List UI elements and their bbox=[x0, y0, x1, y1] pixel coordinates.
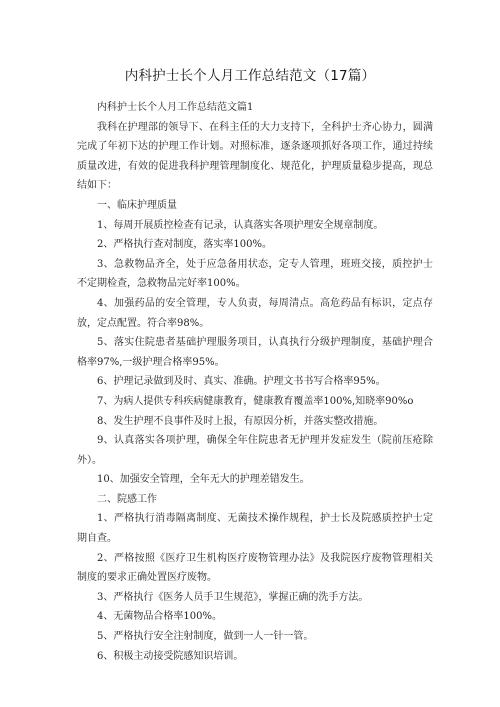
list-item: 3、严格执行《医务人员手卫生规范》，掌握正确的洗手方法。 bbox=[97, 591, 369, 603]
list-item: 6、积极主动接受院感知识培训。 bbox=[97, 650, 244, 662]
list-item: 5、严格执行安全注射制度，做到一人一针一管。 bbox=[97, 631, 314, 643]
section-subheading: 二、院感工作 bbox=[97, 493, 157, 505]
document-title: 内科护士长个人月工作总结范文（17篇） bbox=[124, 68, 376, 84]
list-item: 1、每周开展质控检查有记录，认真落实各项护理安全规章制度。 bbox=[97, 219, 384, 231]
list-item: 6、护理记录做到及时、真实、准确。护理文书书写合格率95%。 bbox=[97, 376, 386, 388]
section-subheading: 一、临床护理质量 bbox=[97, 199, 177, 211]
list-item: 4、加强药品的安全管理，专人负责，每周清点。高危药品有标识，定点存放，定点配置。符合率98%。 bbox=[77, 297, 433, 329]
list-item: 7、为病人提供专科疾病健康教育，健康教育覆盖率100%,知晓率90%o bbox=[97, 395, 414, 407]
list-item: 10、加强安全管理，全年无大的护理差错发生。 bbox=[97, 474, 310, 486]
intro-paragraph: 我科在护理部的领导下、在科主任的大力支持下，全科护士齐心协力，圆满完成了年初下达的护理工作计划。对照标准，逐条逐项抓好各项工作，通过持续质量改进，有效的促进我科护理管理制度化、规范化，护理质量稳步提高，现总结如下： bbox=[77, 121, 433, 192]
list-item: 5、落实住院患者基础护理服务项目，认真执行分级护理制度，基础护理合格率97%,一级护理合格率95%。 bbox=[77, 337, 433, 368]
list-item: 9、认真落实各项护理，确保全年住院患者无护理并发症发生（院前压疮除外）。 bbox=[77, 435, 433, 466]
document-body bbox=[77, 98, 433, 666]
list-item: 8、发生护理不良事件及时上报，有原因分析，并落实整改措施。 bbox=[97, 415, 384, 427]
section-heading: 内科护士长个人月工作总结范文篇1 bbox=[97, 102, 254, 113]
list-item: 1、严格执行消毒隔离制度、无菌技术操作规程，护士长及院感质控护士定期自查。 bbox=[77, 513, 433, 545]
list-item: 3、急救物品齐全，处于应急备用状态，定专人管理，班班交接，质控护士不定期检查，急救物品完好率100%。 bbox=[77, 258, 433, 290]
list-item: 2、严格执行查对制度，落实率100%。 bbox=[97, 239, 272, 251]
list-item: 2、严格按照《医疗卫生机构医疗废物管理办法》及我院医疗废物管理相关制度的要求正确处置医疗废物。 bbox=[77, 552, 433, 584]
list-item: 4、无菌物品合格率100%。 bbox=[97, 611, 222, 623]
